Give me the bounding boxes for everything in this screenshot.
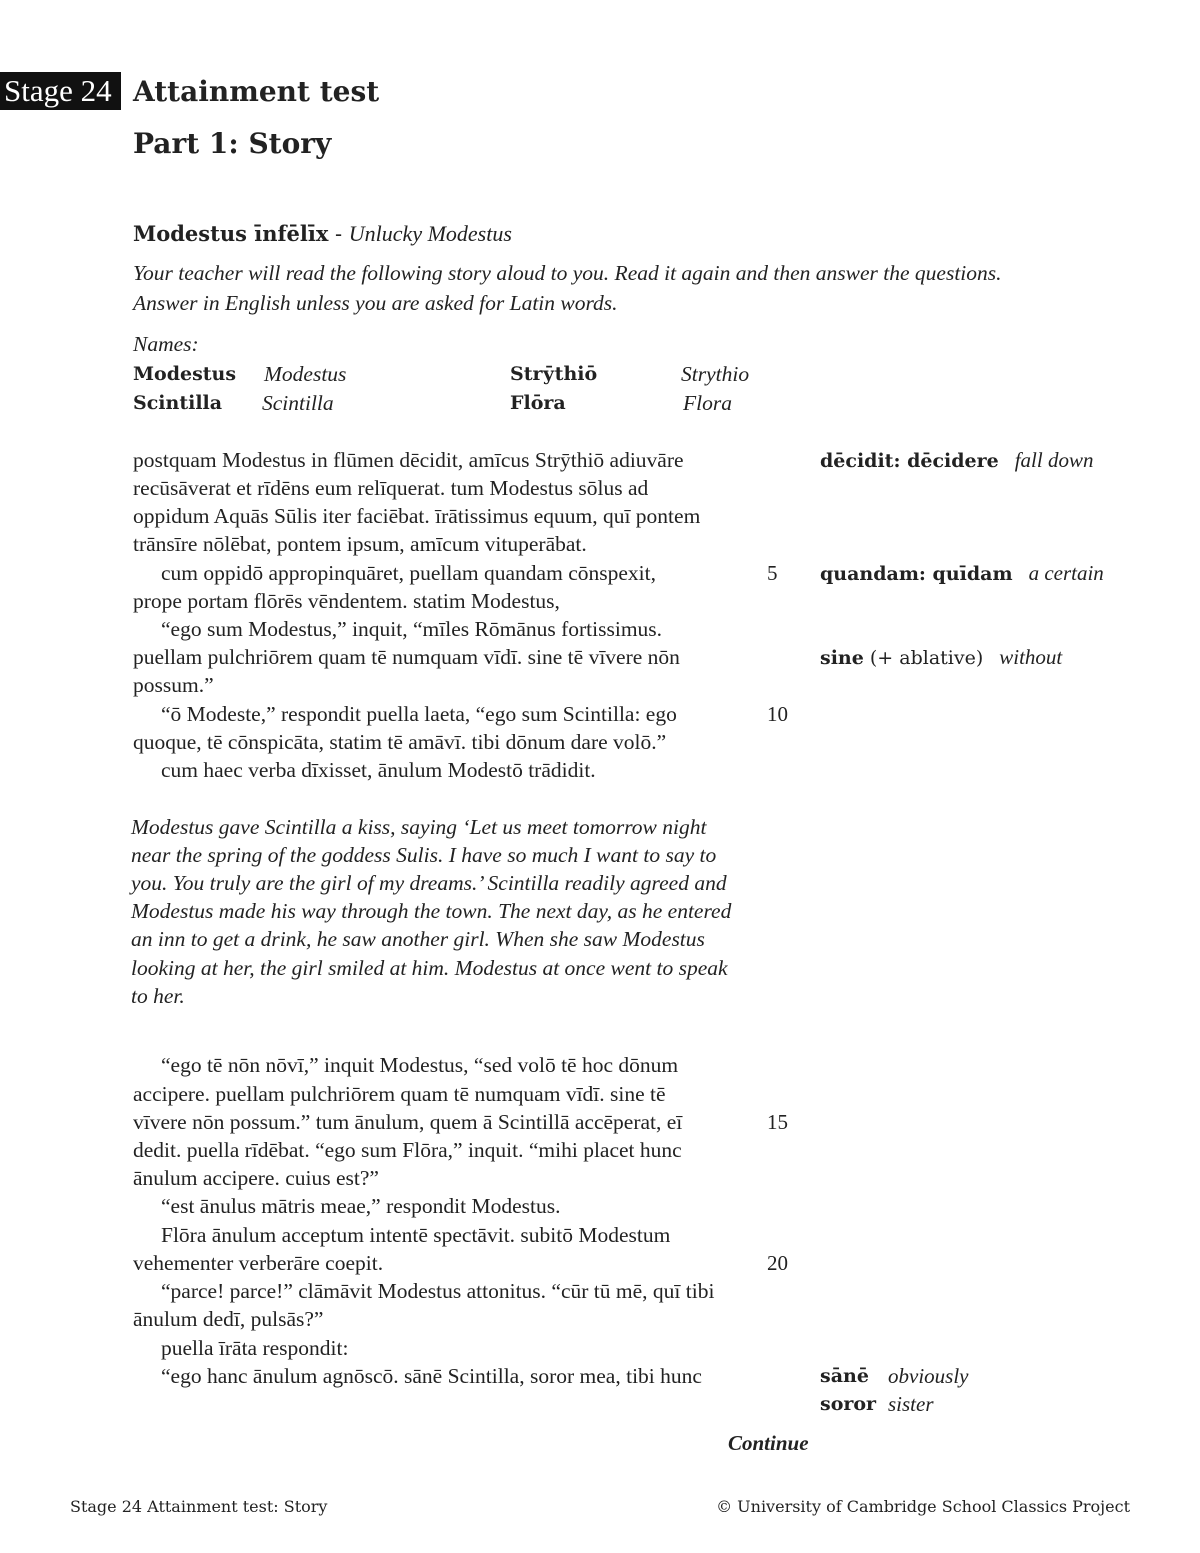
- names-label: Names:: [133, 332, 199, 356]
- gloss-entry-meaning: [888, 1362, 968, 1391]
- passage-line: dedit. puella rīdēbat. “ego sum Flōra,” inquit. “mihi placet hunc: [133, 1138, 682, 1162]
- passage-line: postquam Modestus in flūmen dēcidit, amīcus Strӯthiō adiuvāre: [133, 448, 684, 472]
- gloss-term: soror: [820, 1393, 877, 1415]
- continue-label: Continue: [728, 1431, 809, 1455]
- passage-line: Flōra ānulum acceptum intentē spectāvit. subitō Modestum: [161, 1223, 671, 1247]
- passage-line: vehementer verberāre coepit.: [133, 1251, 384, 1275]
- line-number: 20: [767, 1251, 788, 1275]
- passage-line: recūsāverat et rīdēns eum relīquerat. tum Modestus sōlus ad: [133, 476, 649, 500]
- passage-line: “ō Modeste,” respondit puella laeta, “ego sum Scintilla: ego: [161, 702, 677, 726]
- name-english: Flora: [683, 391, 732, 415]
- passage-line: vīvere nōn possum.” tum ānulum, quem ā Scintillā accēperat, eī: [133, 1110, 683, 1134]
- passage-line: “ego tē nōn nōvī,” inquit Modestus, “sed volō tē hoc dōnum: [161, 1053, 679, 1077]
- story-title-latin: Modestus īnfēlīx: [133, 221, 329, 246]
- passage-line: “ego hanc ānulum agnōscō. sānē Scintilla, soror mea, tibi hunc: [161, 1364, 702, 1388]
- page-title: Attainment test: [133, 75, 380, 108]
- name-latin: Flōra: [510, 392, 566, 414]
- passage-line: cum haec verba dīxisset, ānulum Modestō trādidit.: [161, 758, 596, 782]
- gloss-term: quandam: quīdam: [820, 563, 1013, 585]
- passage-line: puellam pulchriōrem quam tē numquam vīdī. sine tē vīvere nōn: [133, 645, 680, 669]
- gloss-note: (+ ablative): [869, 647, 984, 669]
- gloss-meaning: sister: [888, 1392, 934, 1416]
- passage-line: “ego sum Modestus,” inquit, “mīles Rōmānus fortissimus.: [161, 617, 663, 641]
- footer-left: Stage 24 Attainment test: Story: [70, 1497, 328, 1516]
- english-line: Modestus made his way through the town. The next day, as he entered: [131, 899, 732, 923]
- name-latin: Strӯthiō: [510, 363, 598, 385]
- passage-line: possum.”: [133, 673, 214, 697]
- gloss-entry: [820, 1390, 876, 1418]
- gloss-term: dēcidit: dēcidere: [820, 450, 999, 472]
- passage-line: prope portam flōrēs vēndentem. statim Modestus,: [133, 589, 560, 613]
- gloss-entry: [820, 559, 1104, 588]
- name-english: Scintilla: [262, 391, 334, 415]
- english-line: you. You truly are the girl of my dreams.’ Scintilla readily agreed and: [131, 871, 727, 895]
- footer-right: © University of Cambridge School Classics Project: [716, 1497, 1130, 1516]
- passage-line: puella īrāta respondit:: [161, 1336, 349, 1360]
- english-line: to her.: [131, 984, 185, 1008]
- passage-line: accipere. puellam pulchriōrem quam tē numquam vīdī. sine tē: [133, 1082, 666, 1106]
- english-line: Modestus gave Scintilla a kiss, saying ‘Let us meet tomorrow night: [131, 815, 707, 839]
- english-line: an inn to get a drink, he saw another girl. When she saw Modestus: [131, 927, 705, 951]
- name-english: Modestus: [264, 362, 347, 386]
- gloss-term: sine: [820, 647, 864, 669]
- gloss-meaning: obviously: [888, 1364, 969, 1388]
- stage-badge: Stage 24: [0, 72, 121, 110]
- passage-line: “parce! parce!” clāmāvit Modestus attonitus. “cūr tū mē, quī tibi: [161, 1279, 715, 1303]
- gloss-entry: [820, 643, 1062, 672]
- name-english: Strythio: [681, 362, 750, 386]
- english-line: near the spring of the goddess Sulis. I have so much I want to say to: [131, 843, 717, 867]
- gloss-meaning: without: [999, 645, 1063, 669]
- part-title: Part 1: Story: [133, 127, 332, 160]
- line-number: 10: [767, 702, 788, 726]
- gloss-entry: [820, 446, 1093, 475]
- gloss-entry: [820, 1362, 869, 1390]
- line-number: 15: [767, 1110, 788, 1134]
- story-title-separator: -: [328, 222, 349, 246]
- story-title-english: Unlucky Modestus: [348, 221, 512, 246]
- name-latin: Modestus: [133, 363, 237, 385]
- gloss-entry-meaning: [888, 1390, 934, 1419]
- passage-line: ānulum accipere. cuius est?”: [133, 1166, 379, 1190]
- passage-line: trānsīre nōlēbat, pontem ipsum, amīcum vituperābat.: [133, 532, 587, 556]
- passage-line: cum oppidō appropinquāret, puellam quandam cōnspexit,: [161, 561, 656, 585]
- english-line: looking at her, the girl smiled at him. Modestus at once went to speak: [131, 956, 728, 980]
- story-title: [133, 220, 512, 248]
- passage-line: “est ānulus mātris meae,” respondit Modestus.: [161, 1194, 561, 1218]
- gloss-meaning: fall down: [1014, 448, 1094, 472]
- passage-line: oppidum Aquās Sūlis iter faciēbat. īrātissimus equum, quī pontem: [133, 504, 701, 528]
- name-latin: Scintilla: [133, 392, 223, 414]
- passage-line: ānulum dedī, pulsās?”: [133, 1307, 324, 1331]
- line-number: 5: [767, 561, 778, 585]
- gloss-term: sānē: [820, 1365, 869, 1387]
- passage-line: quoque, tē cōnspicāta, statim tē amāvī. tibi dōnum dare volō.”: [133, 730, 667, 754]
- gloss-meaning: a certain: [1028, 561, 1104, 585]
- instructions-line: Your teacher will read the following story aloud to you. Read it again and then answer the questions.: [133, 261, 1002, 285]
- instructions-line: Answer in English unless you are asked for Latin words.: [133, 291, 618, 315]
